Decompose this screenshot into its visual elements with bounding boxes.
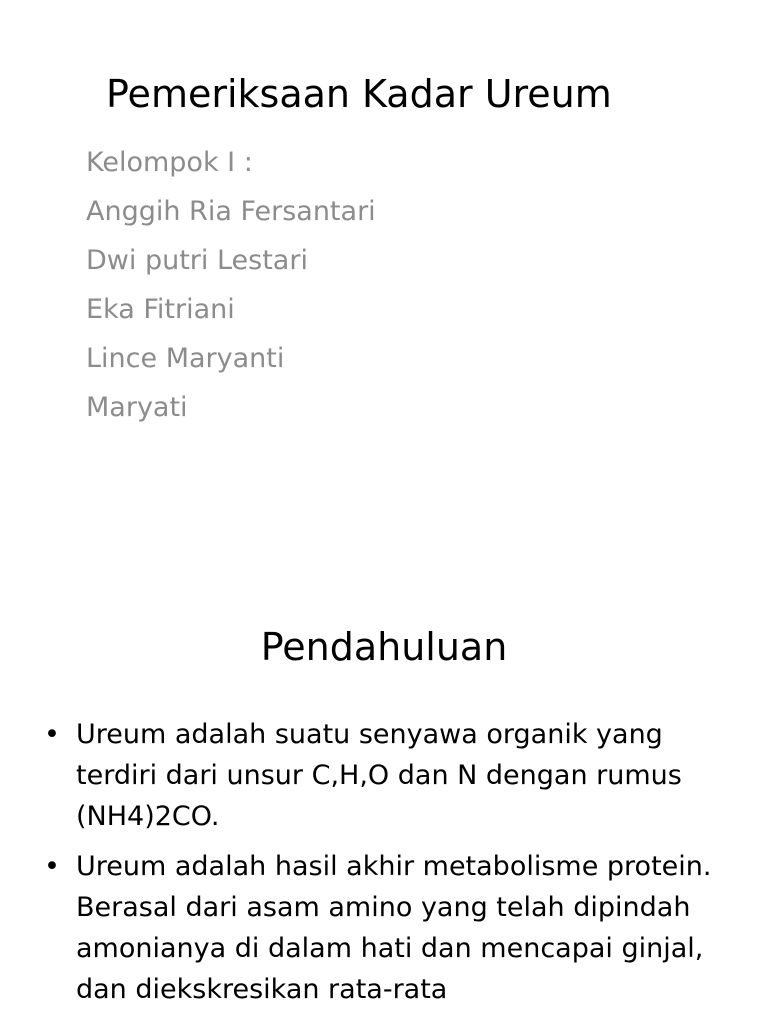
member-name: Anggih Ria Fersantari bbox=[86, 196, 376, 227]
member-name: Maryati bbox=[86, 392, 188, 423]
member-name: Eka Fitriani bbox=[86, 294, 235, 325]
section-heading: Pendahuluan bbox=[260, 625, 508, 669]
bullet-marker: • bbox=[44, 719, 60, 750]
member-name: Dwi putri Lestari bbox=[86, 245, 308, 276]
group-member-list bbox=[86, 138, 376, 432]
bullet-item bbox=[44, 714, 744, 837]
bullet-text: Ureum adalah suatu senyawa organik yang terdiri dari unsur C,H,O dan N dengan rumus (NH4)2CO. bbox=[76, 719, 682, 832]
bullet-marker: • bbox=[44, 851, 60, 882]
bullet-list bbox=[44, 714, 744, 1019]
slide-introduction bbox=[0, 512, 768, 1024]
bullet-item bbox=[44, 846, 744, 1010]
member-name: Lince Maryanti bbox=[86, 343, 285, 374]
group-label: Kelompok I : bbox=[86, 147, 253, 178]
bullet-text: Ureum adalah hasil akhir metabolisme protein. Berasal dari asam amino yang telah dipindah amonianya di dalam hati dan mencapai ginjal, dan diekskresikan rata-rata bbox=[76, 851, 712, 1005]
slide-title-heading: Pemeriksaan Kadar Ureum bbox=[106, 72, 612, 116]
